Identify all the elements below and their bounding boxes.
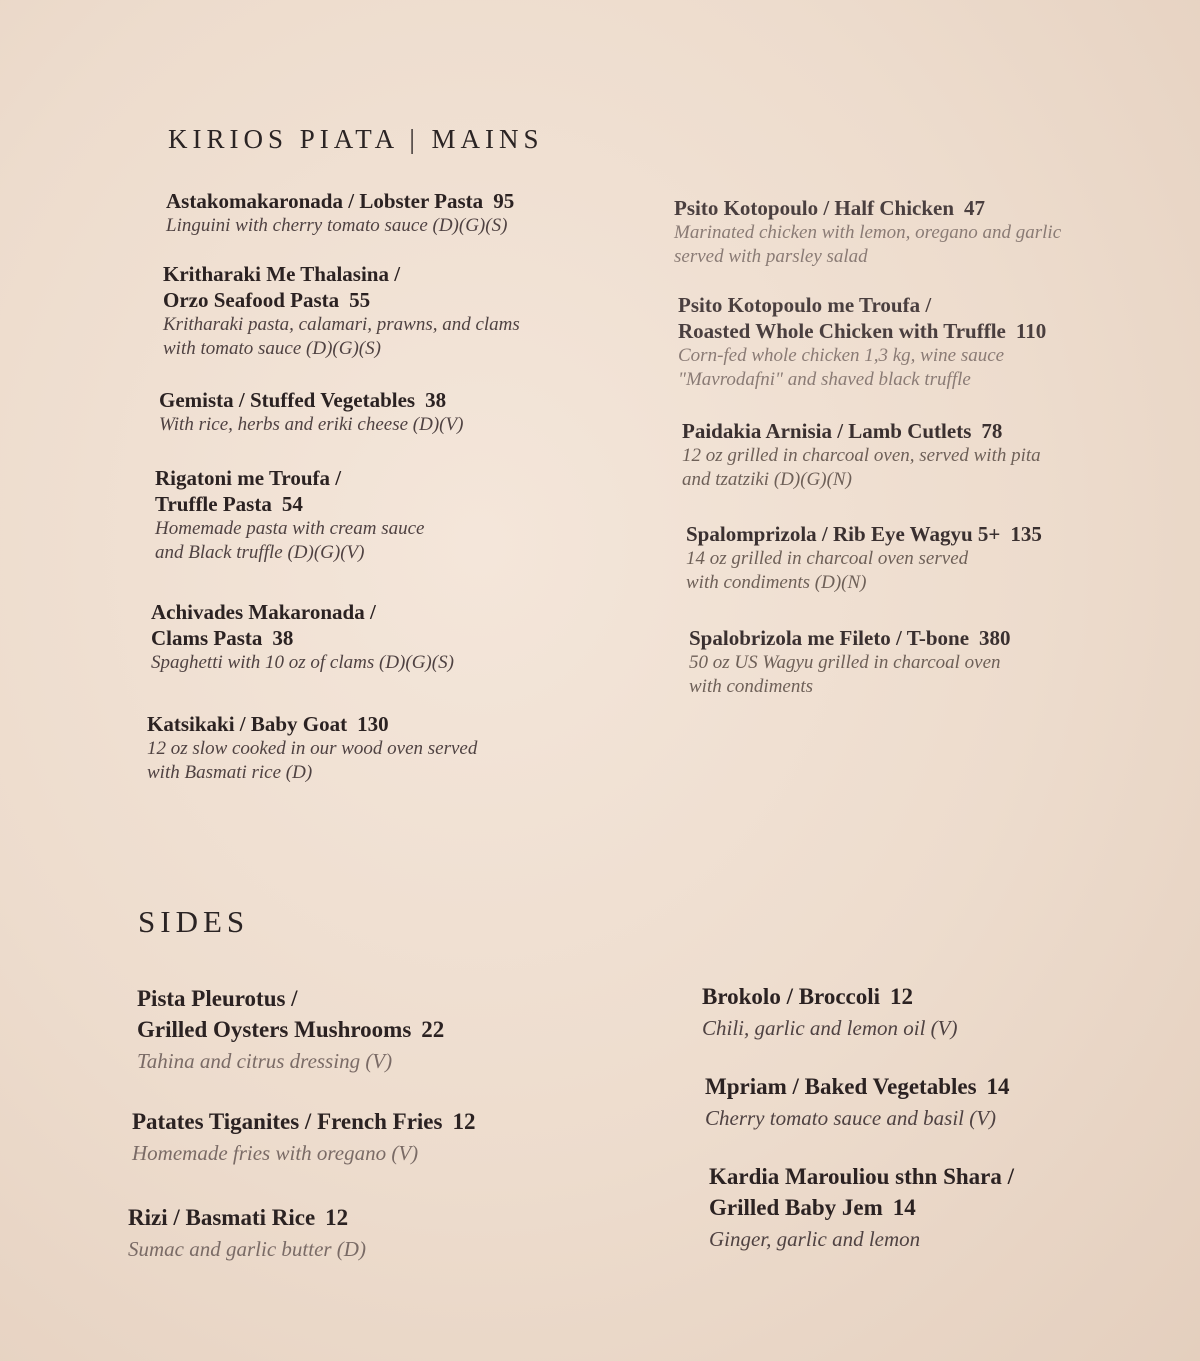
item-name: Psito Kotopoulo / Half Chicken 47 — [674, 196, 986, 220]
item-description-line2: with Basmati rice (D) — [147, 762, 313, 783]
item-price: 38 — [425, 388, 447, 412]
item-name-line2: Grilled Baby Jem 14 — [709, 1195, 916, 1220]
item-price: 110 — [1015, 319, 1047, 343]
item-description: Chili, garlic and lemon oil (V) — [702, 1016, 958, 1040]
side-item-grilled-oyster-mushrooms — [137, 983, 607, 1075]
item-name: Patates Tiganites / French Fries 12 — [132, 1109, 476, 1134]
item-price: 38 — [272, 626, 294, 650]
item-name-line2: Orzo Seafood Pasta 55 — [163, 288, 371, 312]
item-name-line2: Roasted Whole Chicken with Truffle 110 — [678, 319, 1047, 343]
item-price: 130 — [357, 712, 389, 736]
item-description: Cherry tomato sauce and basil (V) — [705, 1106, 997, 1130]
item-description: Kritharaki pasta, calamari, prawns, and clams — [163, 314, 520, 335]
item-name: Astakomakaronada / Lobster Pasta 95 — [166, 189, 515, 213]
side-item-baked-vegetables — [705, 1071, 1175, 1132]
item-price: 135 — [1010, 522, 1042, 546]
item-description-line2: served with parsley salad — [674, 246, 868, 267]
item-description-line2: with condiments (D)(N) — [686, 572, 867, 593]
item-price: 14 — [892, 1195, 916, 1220]
item-name: Kritharaki Me Thalasina / — [163, 262, 401, 286]
item-description: Spaghetti with 10 oz of clams (D)(G)(S) — [151, 652, 454, 673]
item-name: Spalomprizola / Rib Eye Wagyu 5+ 135 — [686, 522, 1042, 546]
item-name: Psito Kotopoulo me Troufa / — [678, 293, 932, 317]
menu-item-t-bone — [689, 625, 1189, 699]
menu-item-roasted-whole-chicken — [678, 292, 1178, 392]
item-name: Mpriam / Baked Vegetables 14 — [705, 1074, 1010, 1099]
side-item-broccoli — [702, 981, 1172, 1042]
item-description: Tahina and citrus dressing (V) — [137, 1049, 393, 1073]
menu-item-stuffed-vegetables — [159, 387, 629, 437]
item-price: 54 — [281, 492, 303, 516]
item-description: Corn-fed whole chicken 1,3 kg, wine sauce — [678, 345, 1005, 366]
item-price: 22 — [421, 1017, 445, 1042]
item-description: Marinated chicken with lemon, oregano and garlic — [674, 222, 1062, 243]
item-name-line2: Grilled Oysters Mushrooms 22 — [137, 1017, 445, 1042]
item-description-line2: "Mavrodafni" and shaved black truffle — [678, 369, 971, 390]
item-description: With rice, herbs and eriki cheese (D)(V) — [159, 414, 464, 435]
item-price: 55 — [349, 288, 371, 312]
menu-item-rib-eye-wagyu — [686, 521, 1186, 595]
menu-item-orzo-seafood-pasta — [163, 261, 633, 361]
item-name: Kardia Marouliou sthn Shara / — [709, 1164, 1015, 1189]
item-name: Spalobrizola me Fileto / T-bone 380 — [689, 626, 1011, 650]
item-name: Achivades Makaronada / — [151, 600, 376, 624]
menu-item-baby-goat — [147, 711, 617, 785]
item-description: Sumac and garlic butter (D) — [128, 1237, 366, 1261]
item-description: Ginger, garlic and lemon — [709, 1227, 921, 1251]
item-price: 14 — [986, 1074, 1010, 1099]
item-description-line2: with tomato sauce (D)(G)(S) — [163, 338, 381, 359]
item-description: 14 oz grilled in charcoal oven served — [686, 548, 969, 569]
item-description: Linguini with cherry tomato sauce (D)(G)(S) — [166, 215, 508, 236]
item-price: 380 — [979, 626, 1011, 650]
item-name: Rizi / Basmati Rice 12 — [128, 1205, 349, 1230]
item-price: 12 — [890, 984, 914, 1009]
menu-item-truffle-pasta — [155, 465, 625, 565]
item-name-line2: Clams Pasta 38 — [151, 626, 294, 650]
item-price: 78 — [981, 419, 1003, 443]
item-description-line2: and Black truffle (D)(G)(V) — [155, 542, 365, 563]
item-description: Homemade pasta with cream sauce — [155, 518, 425, 539]
item-description-line2: and tzatziki (D)(G)(N) — [682, 469, 852, 490]
menu-item-lamb-cutlets — [682, 418, 1182, 492]
item-name: Gemista / Stuffed Vegetables 38 — [159, 388, 447, 412]
side-item-basmati-rice — [128, 1202, 598, 1263]
mains-section-title: KIRIOS PIATA | MAINS — [168, 124, 544, 154]
menu-item-half-chicken — [674, 195, 1174, 269]
item-price: 12 — [325, 1205, 349, 1230]
item-description: 50 oz US Wagyu grilled in charcoal oven — [689, 652, 1001, 673]
item-name: Rigatoni me Troufa / — [155, 466, 342, 490]
item-name: Katsikaki / Baby Goat 130 — [147, 712, 389, 736]
item-price: 47 — [964, 196, 986, 220]
item-description-line2: with condiments — [689, 676, 814, 697]
item-price: 95 — [493, 189, 515, 213]
item-name: Pista Pleurotus / — [137, 986, 298, 1011]
menu-item-lobster-pasta — [166, 188, 636, 238]
item-name: Paidakia Arnisia / Lamb Cutlets 78 — [682, 419, 1003, 443]
item-description: 12 oz slow cooked in our wood oven served — [147, 738, 478, 759]
sides-section-title: SIDES — [138, 904, 250, 939]
item-description: 12 oz grilled in charcoal oven, served with pita — [682, 445, 1041, 466]
item-description: Homemade fries with oregano (V) — [132, 1141, 419, 1165]
side-item-grilled-baby-jem — [709, 1161, 1179, 1253]
side-item-french-fries — [132, 1106, 602, 1167]
item-name-line2: Truffle Pasta 54 — [155, 492, 303, 516]
menu-item-clams-pasta — [151, 599, 621, 675]
item-name: Brokolo / Broccoli 12 — [702, 984, 914, 1009]
item-price: 12 — [452, 1109, 476, 1134]
